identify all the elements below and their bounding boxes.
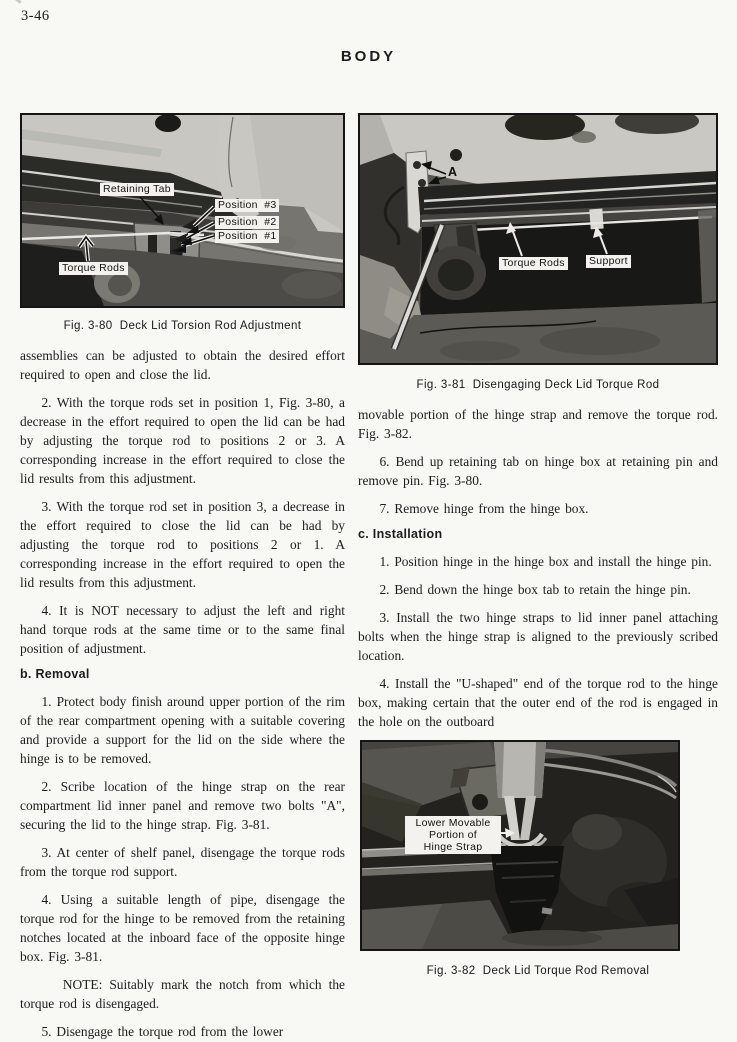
photo-label-torque-rods: Torque Rods (59, 262, 128, 275)
paragraph-install-4: 4. Install the "U-shaped" end of the torque rod to the hinge box, making certain that the outer end of the rod is engaged in the hole on the outboard (358, 676, 718, 729)
scan-artifact (0, 0, 22, 4)
photo-label-position-1: Position #1 (215, 230, 279, 243)
paragraph-removal-7: 7. Remove hinge from the hinge box. (379, 501, 589, 516)
photo-label-lower-movable-line2: Portion of (429, 829, 477, 841)
fig-3-82-block (358, 740, 718, 977)
paragraph-install-2: 2. Bend down the hinge box tab to retain the hinge pin. (379, 582, 691, 597)
fig-3-82-caption: Fig. 3-82 Deck Lid Torque Rod Removal (426, 965, 650, 977)
fig-3-81-photo (358, 113, 718, 365)
fig-3-80-caption: Fig. 3-80 Deck Lid Torsion Rod Adjustment (63, 320, 302, 332)
heading-removal: b. Removal (20, 667, 90, 681)
page-number: 3-46 (21, 8, 50, 24)
photo-label-position-2: Position #2 (215, 216, 279, 229)
photo-label-lower-movable-line1: Lower Movable (415, 817, 491, 829)
paragraph-removal-5: 5. Disengage the torque rod from the lower (41, 1024, 284, 1039)
paragraph-removal-5-continuation: movable portion of the hinge strap and remove the torque rod. Fig. 3-82. (358, 407, 718, 441)
paragraph-step-4: 4. It is NOT necessary to adjust the left and right hand torque rods at the same time or to the same final position of adjustment. (20, 603, 345, 656)
fig-3-81-photo-art (360, 115, 716, 363)
paragraph-step-3: 3. With the torque rod set in position 3, a decrease in the effort required to close the lid can be had by adjusting the torque rod to positions 2 or 1. A corresponding increase in the effort required to open the lid results from this adjustment. (20, 499, 345, 590)
photo-label-support: Support (586, 255, 631, 268)
right-column (358, 113, 718, 991)
fig-3-80-photo-art (22, 115, 343, 306)
heading-installation: c. Installation (358, 527, 443, 541)
paragraph-removal-6: 6. Bend up retaining tab on hinge box at retaining pin and remove pin. Fig. 3-80. (358, 454, 718, 488)
paragraph-install-1: 1. Position hinge in the hinge box and install the hinge pin. (379, 554, 712, 569)
paragraph-step-2: 2. With the torque rods set in position 1, Fig. 3-80, a decrease in the effort required to open the lid can be had by adjusting the torque rod to positions 2 or 3. A corresponding increase in the effort required to close the lid results from this adjustment. (20, 395, 345, 486)
photo-label-position-3: Position #3 (215, 199, 279, 212)
photo-label-a: A (448, 165, 458, 179)
fig-3-81-caption: Fig. 3-81 Disengaging Deck Lid Torque Rod (416, 379, 660, 391)
photo-label-lower-movable-line3: Hinge Strap (423, 841, 483, 853)
fig-3-82-photo (360, 740, 680, 951)
paragraph-removal-4: 4. Using a suitable length of pipe, disengage the torque rod for the hinge to be removed from the retaining notches located at the inboard face of the opposite hinge box. Fig. 3-81. (20, 892, 345, 964)
paragraph-removal-3: 3. At center of shelf panel, disengage the torque rods from the torque rod support. (20, 845, 345, 879)
paragraph-note: NOTE: Suitably mark the notch from which the torque rod is disengaged. (20, 977, 345, 1011)
paragraph-intro-continuation: assemblies can be adjusted to obtain the desired effort required to open and close the lid. (20, 348, 345, 382)
fig-3-80-photo (20, 113, 345, 308)
photo-label-retaining-tab: Retaining Tab (100, 183, 174, 196)
paragraph-removal-1: 1. Protect body finish around upper portion of the rim of the rear compartment opening with a suitable covering and provide a support for the lid on the side where the hinge is to be removed. (20, 694, 345, 766)
paragraph-install-3: 3. Install the two hinge straps to lid inner panel attaching bolts when the hinge strap is aligned to the previously scribed location. (358, 610, 718, 663)
photo-label-lower-movable (405, 816, 501, 854)
page-title: BODY (340, 48, 397, 65)
paragraph-removal-2: 2. Scribe location of the hinge strap on the rear compartment lid inner panel and remove two bolts "A", securing the lid to the hinge strap. Fig. 3-81. (20, 779, 345, 832)
left-column (20, 113, 345, 1042)
photo-label-torque-rods-81: Torque Rods (499, 257, 568, 270)
